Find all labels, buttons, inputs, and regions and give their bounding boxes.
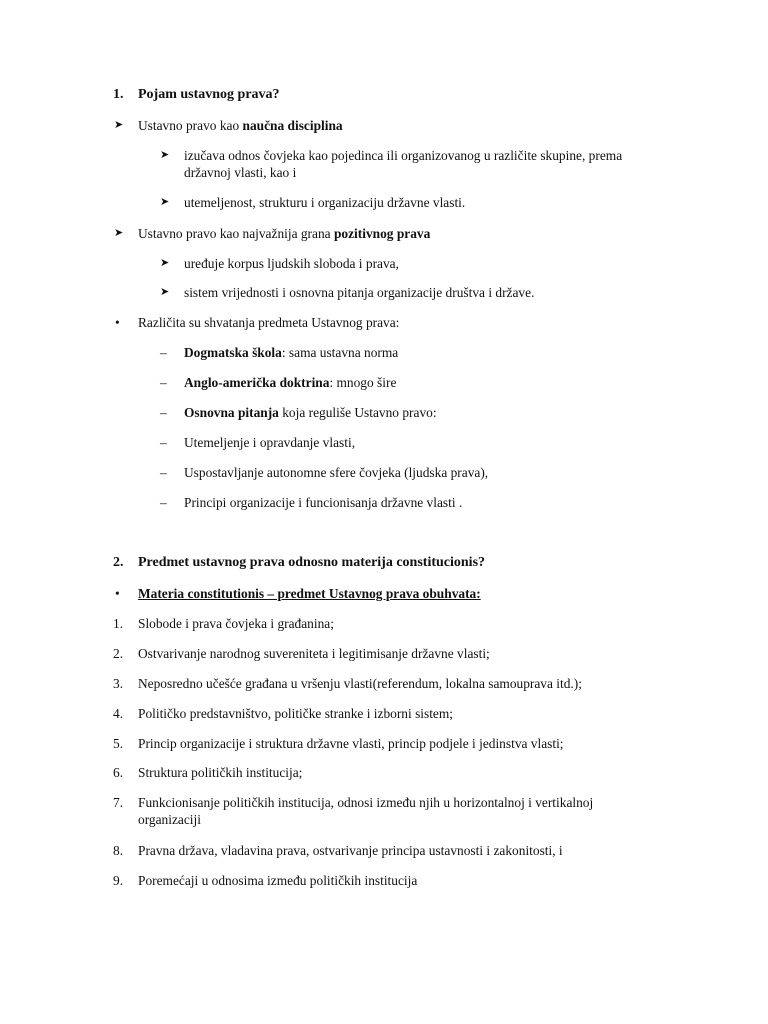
section1-point2-bold: pozitivnog prava <box>333 226 431 241</box>
section1-point3-item-bold: Osnovna pitanja <box>184 405 279 420</box>
list-item: Funkcionisanje političkih institucija, odnosi između njih u horizontalnoj i vertikalnoj organizaciji <box>138 795 594 827</box>
section1-point2-subitem: sistem vrijednosti i osnovna pitanja organizacije društva i države. <box>184 285 535 300</box>
section2-intro: Materia constitutionis – predmet Ustavnog prava obuhvata: <box>138 586 481 601</box>
section1-point1-bold: naučna disciplina <box>242 118 343 133</box>
dash-bullet-icon: – <box>160 405 167 420</box>
arrow-bullet-icon: ➤ <box>160 286 170 298</box>
section1-point3-item-text: : mnogo šire <box>329 375 397 390</box>
list-item: Pravna država, vladavina prava, ostvarivanje principa ustavnosti i zakonitosti, i <box>138 843 563 858</box>
arrow-bullet-icon: ➤ <box>160 196 170 208</box>
section1-point3-text: Različita su shvatanja predmeta Ustavnog prava: <box>138 315 400 330</box>
section1-point1-subitem: utemeljenost, strukturu i organizaciju državne vlasti. <box>184 195 466 210</box>
arrow-bullet-icon: ➤ <box>160 149 170 161</box>
list-item: Slobode i prava čovjeka i građanina; <box>138 616 334 631</box>
section1-point2-prefix: Ustavno pravo kao najvažnija grana <box>138 226 334 241</box>
bullet-dot-icon: • <box>115 586 120 601</box>
bullet-dot-icon: • <box>115 315 120 330</box>
section2-title: Predmet ustavnog prava odnosno materija constitucionis? <box>138 555 486 570</box>
section1-point3-item-text: Uspostavljanje autonomne sfere čovjeka (ljudska prava), <box>184 465 489 480</box>
section1-point2-subitem: uređuje korpus ljudskih sloboda i prava, <box>184 256 399 271</box>
dash-bullet-icon: – <box>160 345 167 360</box>
list-item-number: 5. <box>113 736 124 751</box>
list-item-number: 9. <box>113 873 124 888</box>
section1-point3-item-text: : sama ustavna norma <box>281 345 399 360</box>
section1-point3-item-text: koja reguliše Ustavno pravo: <box>278 405 437 420</box>
section1-point3-item <box>184 344 398 361</box>
list-item: Neposredno učešće građana u vršenju vlasti(referendum, lokalna samouprava itd.); <box>138 676 582 691</box>
section1-point3-item-bold: Dogmatska škola <box>184 345 282 360</box>
arrow-bullet-icon: ➤ <box>160 257 170 269</box>
section1-point1-prefix: Ustavno pravo kao <box>138 118 243 133</box>
list-item: Princip organizacije i struktura državne vlasti, princip podjele i jedinstva vlasti; <box>138 736 564 751</box>
section1-title: Pojam ustavnog prava? <box>138 87 280 102</box>
list-item-number: 6. <box>113 765 124 780</box>
list-item-number: 1. <box>113 616 124 631</box>
arrow-bullet-icon: ➤ <box>114 227 124 239</box>
section1-point2 <box>138 225 430 242</box>
section1-point3-item-bold: Anglo-američka doktrina <box>184 375 330 390</box>
list-item-number: 4. <box>113 706 124 721</box>
section1-number: 1. <box>113 87 124 102</box>
dash-bullet-icon: – <box>160 465 167 480</box>
section1-point3-item <box>184 374 396 391</box>
list-item-number: 3. <box>113 676 124 691</box>
list-item-number: 7. <box>113 795 124 810</box>
dash-bullet-icon: – <box>160 435 167 450</box>
arrow-bullet-icon: ➤ <box>114 119 124 131</box>
section1-point1-subitem: izučava odnos čovjeka kao pojedinca ili organizovanog u različite skupine, prema državnoj vlasti, kao i <box>184 148 623 180</box>
list-item: Političko predstavništvo, političke stranke i izborni sistem; <box>138 706 454 721</box>
section1-point3-item-text: Utemeljenje i opravdanje vlasti, <box>184 435 356 450</box>
list-item: Ostvarivanje narodnog suvereniteta i legitimisanje državne vlasti; <box>138 646 490 661</box>
section1-point1 <box>138 117 343 134</box>
section1-point3-item-text: Principi organizacije i funcionisanja državne vlasti . <box>184 495 463 510</box>
dash-bullet-icon: – <box>160 495 167 510</box>
list-item: Struktura političkih institucija; <box>138 765 303 780</box>
section2-number: 2. <box>113 555 124 570</box>
section1-point3-item <box>184 404 437 421</box>
list-item: Poremećaji u odnosima između političkih institucija <box>138 873 418 888</box>
dash-bullet-icon: – <box>160 375 167 390</box>
list-item-number: 8. <box>113 843 124 858</box>
list-item-number: 2. <box>113 646 124 661</box>
